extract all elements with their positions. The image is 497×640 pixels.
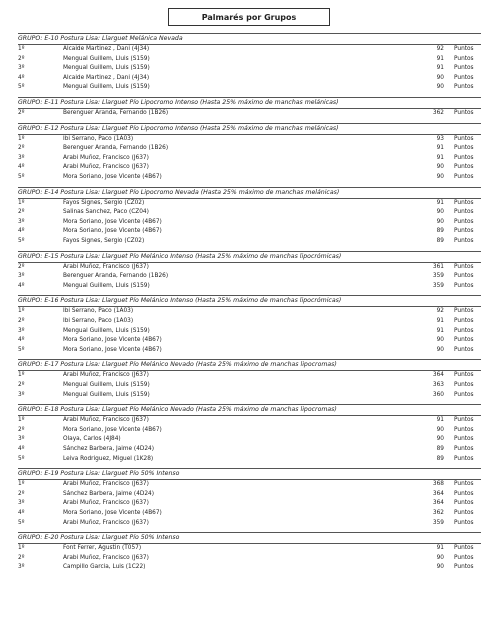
result-row bbox=[18, 75, 481, 84]
points-label-cell: Puntos bbox=[454, 228, 474, 235]
competitor-name-cell: Berenguer Aranda, Fernando (1B26) bbox=[63, 145, 169, 152]
result-row bbox=[18, 417, 481, 426]
group-header: GRUPO: E-20 Postura Lisa: Llarguet Pío 50% Intenso bbox=[18, 534, 180, 542]
points-label-cell: Puntos bbox=[454, 490, 474, 497]
competitor-name-cell: Mora Soriano, Jose Vicente (4B67) bbox=[63, 218, 162, 225]
competitor-name-cell: Berenguer Aranda, Fernando (1B26) bbox=[63, 273, 169, 280]
points-label-cell: Puntos bbox=[454, 391, 474, 398]
points-value-cell: 89 bbox=[436, 446, 444, 452]
competitor-name-cell: Mora Soriano, Jose Vicente (4B67) bbox=[63, 346, 162, 353]
points-value-cell: 90 bbox=[436, 337, 444, 344]
points-value-cell: 92 bbox=[436, 46, 444, 52]
points-value-cell: 90 bbox=[436, 209, 444, 216]
result-row bbox=[18, 145, 481, 154]
points-value-cell: 90 bbox=[436, 218, 444, 225]
position-cell: 2º bbox=[18, 490, 25, 497]
competitor-name-cell: Ibi Serrano, Paco (1A03) bbox=[63, 308, 134, 315]
points-value-cell: 91 bbox=[436, 55, 444, 62]
result-row bbox=[18, 219, 481, 228]
position-cell: 3º bbox=[18, 391, 25, 398]
points-label-cell: Puntos bbox=[454, 145, 474, 152]
group-divider bbox=[18, 123, 481, 124]
points-label-cell: Puntos bbox=[454, 382, 474, 388]
result-row bbox=[18, 564, 481, 573]
position-cell: 4º bbox=[18, 337, 25, 344]
points-label-cell: Puntos bbox=[454, 545, 474, 552]
position-cell: 1º bbox=[18, 199, 25, 206]
group-divider bbox=[18, 187, 481, 188]
group-divider bbox=[18, 251, 481, 252]
position-cell: 3º bbox=[18, 273, 25, 280]
position-cell: 3º bbox=[18, 436, 25, 443]
points-value-cell: 91 bbox=[436, 199, 444, 206]
result-row bbox=[18, 264, 481, 273]
group-header-underline bbox=[18, 198, 481, 199]
points-label-cell: Puntos bbox=[454, 218, 474, 225]
position-cell: 3º bbox=[18, 154, 25, 161]
page-title: Palmarés por Grupos bbox=[168, 8, 330, 26]
points-value-cell: 91 bbox=[436, 327, 444, 334]
points-label-cell: Puntos bbox=[454, 564, 474, 571]
competitor-name-cell: Arabi Muñoz, Francisco (J637) bbox=[63, 154, 149, 161]
points-label-cell: Puntos bbox=[454, 154, 474, 161]
competitor-name-cell: Mora Soriano, Jose Vicente (4B67) bbox=[63, 426, 162, 433]
group-header-underline bbox=[18, 306, 481, 307]
competitor-name-cell: Mengual Guillem, Lluis (S159) bbox=[63, 84, 150, 91]
result-row bbox=[18, 510, 481, 519]
result-row bbox=[18, 446, 481, 455]
position-cell: 5º bbox=[18, 455, 25, 462]
group-divider bbox=[18, 97, 481, 98]
group-header-underline bbox=[18, 370, 481, 371]
points-value-cell: 364 bbox=[432, 372, 444, 379]
competitor-name-cell: Mora Soriano, Jose Vicente (4B67) bbox=[63, 228, 162, 235]
position-cell: 1º bbox=[18, 46, 25, 52]
result-row bbox=[18, 209, 481, 218]
points-label-cell: Puntos bbox=[454, 164, 474, 171]
points-label-cell: Puntos bbox=[454, 65, 474, 72]
group-header-underline bbox=[18, 44, 481, 45]
points-label-cell: Puntos bbox=[454, 481, 474, 488]
competitor-name-cell: Mengual Guillem, Lluis (S159) bbox=[63, 65, 150, 72]
competitor-name-cell: Mengual Guillem, Lluis (S159) bbox=[63, 327, 150, 334]
result-row bbox=[18, 228, 481, 237]
result-row bbox=[18, 110, 481, 119]
position-cell: 4º bbox=[18, 510, 25, 516]
points-value-cell: 90 bbox=[436, 436, 444, 443]
result-row bbox=[18, 84, 481, 93]
points-value-cell: 364 bbox=[432, 500, 444, 507]
group-header: GRUPO: E-15 Postura Lisa: Llarguet Pío Melánico Intenso (Hasta 25% máximo de manchas lipocrómicas) bbox=[18, 252, 342, 260]
points-label-cell: Puntos bbox=[454, 238, 474, 244]
position-cell: 4º bbox=[18, 282, 25, 289]
points-label-cell: Puntos bbox=[454, 510, 474, 516]
competitor-name-cell: Arabi Muñoz, Francisco (J637) bbox=[63, 164, 149, 171]
position-cell: 2º bbox=[18, 110, 25, 116]
result-row bbox=[18, 337, 481, 346]
competitor-name-cell: Olaya, Carlos (4J84) bbox=[63, 436, 121, 443]
competitor-name-cell: Mengual Guillem, Lluis (S159) bbox=[63, 282, 150, 289]
group-header-underline bbox=[18, 415, 481, 416]
result-row bbox=[18, 456, 481, 465]
points-value-cell: 90 bbox=[436, 564, 444, 571]
result-row bbox=[18, 382, 481, 391]
points-value-cell: 89 bbox=[436, 238, 444, 244]
points-value-cell: 93 bbox=[436, 135, 444, 142]
group-header: GRUPO: E-12 Postura Lisa: Llarguet Pío Lipocromo Intenso (Hasta 25% máximo de manchas melánicas) bbox=[18, 124, 339, 132]
position-cell: 3º bbox=[18, 500, 25, 507]
points-label-cell: Puntos bbox=[454, 436, 474, 443]
result-row bbox=[18, 56, 481, 65]
position-cell: 2º bbox=[18, 426, 25, 433]
points-label-cell: Puntos bbox=[454, 273, 474, 280]
points-label-cell: Puntos bbox=[454, 500, 474, 507]
position-cell: 1º bbox=[18, 308, 25, 315]
points-label-cell: Puntos bbox=[454, 84, 474, 91]
position-cell: 5º bbox=[18, 346, 25, 353]
position-cell: 3º bbox=[18, 218, 25, 225]
points-label-cell: Puntos bbox=[454, 318, 474, 324]
group-header: GRUPO: E-17 Postura Lisa: Llarguet Pío Melánico Nevado (Hasta 25% máximo de manchas lipocromas) bbox=[18, 361, 337, 369]
result-row bbox=[18, 164, 481, 173]
result-row bbox=[18, 392, 481, 401]
result-row bbox=[18, 347, 481, 356]
position-cell: 1º bbox=[18, 372, 25, 379]
points-label-cell: Puntos bbox=[454, 74, 474, 81]
result-row bbox=[18, 46, 481, 55]
competitor-name-cell: Alcaide Martinez , Dani (4J34) bbox=[63, 46, 150, 52]
result-row bbox=[18, 238, 481, 247]
result-row bbox=[18, 328, 481, 337]
result-row bbox=[18, 136, 481, 145]
competitor-name-cell: Arabi Muñoz, Francisco (J637) bbox=[63, 500, 149, 507]
points-value-cell: 89 bbox=[436, 228, 444, 235]
points-label-cell: Puntos bbox=[454, 327, 474, 334]
competitor-name-cell: Font Ferrer, Agustin (T057) bbox=[63, 545, 142, 552]
points-value-cell: 91 bbox=[436, 545, 444, 552]
competitor-name-cell: Alcaide Martinez , Dani (4J34) bbox=[63, 74, 150, 81]
points-value-cell: 92 bbox=[436, 308, 444, 315]
points-value-cell: 90 bbox=[436, 346, 444, 353]
result-row bbox=[18, 273, 481, 282]
points-value-cell: 362 bbox=[432, 510, 444, 516]
points-value-cell: 368 bbox=[432, 481, 444, 488]
points-value-cell: 360 bbox=[432, 391, 444, 398]
points-value-cell: 359 bbox=[432, 519, 444, 526]
position-cell: 4º bbox=[18, 164, 25, 171]
points-label-cell: Puntos bbox=[454, 455, 474, 462]
result-row bbox=[18, 481, 481, 490]
position-cell: 3º bbox=[18, 564, 25, 571]
position-cell: 1º bbox=[18, 481, 25, 488]
points-value-cell: 90 bbox=[436, 554, 444, 561]
competitor-name-cell: Mora Soriano, Jose Vicente (4B67) bbox=[63, 337, 162, 344]
position-cell: 1º bbox=[18, 417, 25, 424]
points-label-cell: Puntos bbox=[454, 263, 474, 270]
competitor-name-cell: Sánchez Barbera, Jaime (4D24) bbox=[63, 490, 154, 497]
competitor-name-cell: Arabi Muñoz, Francisco (J637) bbox=[63, 481, 149, 488]
group-header: GRUPO: E-16 Postura Lisa: Llarguet Pío Melánico Intenso (Hasta 25% máximo de manchas lipocrómicas) bbox=[18, 297, 342, 305]
points-label-cell: Puntos bbox=[454, 110, 474, 116]
points-value-cell: 359 bbox=[432, 282, 444, 289]
position-cell: 2º bbox=[18, 382, 25, 388]
competitor-name-cell: Arabi Muñoz, Francisco (J637) bbox=[63, 519, 149, 526]
group-header-underline bbox=[18, 108, 481, 109]
position-cell: 1º bbox=[18, 135, 25, 142]
points-value-cell: 91 bbox=[436, 65, 444, 72]
position-cell: 4º bbox=[18, 446, 25, 452]
points-value-cell: 91 bbox=[436, 417, 444, 424]
points-label-cell: Puntos bbox=[454, 282, 474, 289]
result-row bbox=[18, 436, 481, 445]
competitor-name-cell: Salinas Sanchez, Paco (CZ04) bbox=[63, 209, 149, 216]
competitor-name-cell: Fayos Signes, Sergio (CZ02) bbox=[63, 238, 145, 244]
position-cell: 4º bbox=[18, 228, 25, 235]
result-row bbox=[18, 372, 481, 381]
result-row bbox=[18, 318, 481, 327]
position-cell: 2º bbox=[18, 55, 25, 62]
group-header-underline bbox=[18, 262, 481, 263]
position-cell: 5º bbox=[18, 519, 25, 526]
points-label-cell: Puntos bbox=[454, 426, 474, 433]
points-label-cell: Puntos bbox=[454, 372, 474, 379]
points-value-cell: 90 bbox=[436, 426, 444, 433]
result-row bbox=[18, 520, 481, 529]
competitor-name-cell: Arabi Muñoz, Francisco (J637) bbox=[63, 372, 149, 379]
points-label-cell: Puntos bbox=[454, 209, 474, 216]
points-label-cell: Puntos bbox=[454, 308, 474, 315]
group-header-underline bbox=[18, 134, 481, 135]
points-value-cell: 90 bbox=[436, 74, 444, 81]
competitor-name-cell: Ibi Serrano, Paco (1A03) bbox=[63, 135, 134, 142]
points-label-cell: Puntos bbox=[454, 554, 474, 561]
competitor-name-cell: Mengual Guillem, Lluis (S159) bbox=[63, 391, 150, 398]
points-label-cell: Puntos bbox=[454, 519, 474, 526]
competitor-name-cell: Campillo Garcia, Luis (1C22) bbox=[63, 564, 146, 571]
points-label-cell: Puntos bbox=[454, 135, 474, 142]
result-row bbox=[18, 555, 481, 564]
competitor-name-cell: Leiva Rodriguez, Miguel (1K28) bbox=[63, 455, 154, 462]
result-row bbox=[18, 308, 481, 317]
competitor-name-cell: Ibi Serrano, Paco (1A03) bbox=[63, 318, 134, 324]
points-label-cell: Puntos bbox=[454, 337, 474, 344]
result-row bbox=[18, 500, 481, 509]
position-cell: 5º bbox=[18, 84, 25, 91]
points-value-cell: 91 bbox=[436, 145, 444, 152]
group-divider bbox=[18, 33, 481, 34]
position-cell: 2º bbox=[18, 318, 25, 324]
position-cell: 5º bbox=[18, 238, 25, 244]
points-label-cell: Puntos bbox=[454, 346, 474, 353]
result-row bbox=[18, 283, 481, 292]
position-cell: 3º bbox=[18, 327, 25, 334]
result-row bbox=[18, 155, 481, 164]
position-cell: 5º bbox=[18, 174, 25, 180]
group-header: GRUPO: E-14 Postura Lisa: Llarguet Pío Lipocromo Nevada (Hasta 25% máximo de manchas melánicas) bbox=[18, 188, 340, 196]
points-label-cell: Puntos bbox=[454, 46, 474, 52]
points-value-cell: 90 bbox=[436, 174, 444, 180]
competitor-name-cell: Mora Soriano, Jose Vicente (4B67) bbox=[63, 174, 162, 180]
competitor-name-cell: Arabi Muñoz, Francisco (J637) bbox=[63, 263, 149, 270]
competitor-name-cell: Arabi Muñoz, Francisco (J637) bbox=[63, 417, 149, 424]
result-row bbox=[18, 427, 481, 436]
points-label-cell: Puntos bbox=[454, 417, 474, 424]
result-row bbox=[18, 545, 481, 554]
position-cell: 2º bbox=[18, 145, 25, 152]
group-header: GRUPO: E-19 Postura Lisa: Llarguet Pío 50% Intenso bbox=[18, 470, 180, 478]
group-header-underline bbox=[18, 479, 481, 480]
competitor-name-cell: Arabi Muñoz, Francisco (J637) bbox=[63, 554, 149, 561]
points-value-cell: 91 bbox=[436, 154, 444, 161]
result-row bbox=[18, 65, 481, 74]
competitor-name-cell: Berenguer Aranda, Fernando (1B26) bbox=[63, 110, 169, 116]
group-header: GRUPO: E-10 Postura Lisa: Llarguet Melánica Nevada bbox=[18, 35, 183, 42]
position-cell: 3º bbox=[18, 65, 25, 72]
points-label-cell: Puntos bbox=[454, 199, 474, 206]
position-cell: 1º bbox=[18, 545, 25, 552]
competitor-name-cell: Sánchez Barbera, Jaime (4D24) bbox=[63, 446, 154, 452]
group-header: GRUPO: E-18 Postura Lisa: Llarguet Pío Melánico Nevado (Hasta 25% máximo de manchas lipocromas) bbox=[18, 406, 337, 414]
points-value-cell: 362 bbox=[432, 110, 444, 116]
competitor-name-cell: Fayos Signes, Sergio (CZ02) bbox=[63, 199, 145, 206]
result-row bbox=[18, 491, 481, 500]
points-value-cell: 363 bbox=[432, 382, 444, 388]
result-row bbox=[18, 200, 481, 209]
competitor-name-cell: Mora Soriano, Jose Vicente (4B67) bbox=[63, 510, 162, 516]
points-label-cell: Puntos bbox=[454, 174, 474, 180]
points-label-cell: Puntos bbox=[454, 55, 474, 62]
points-value-cell: 364 bbox=[432, 490, 444, 497]
competitor-name-cell: Mengual Guillem, Lluis (S159) bbox=[63, 382, 150, 388]
competitor-name-cell: Mengual Guillem, Lluis (S159) bbox=[63, 55, 150, 62]
position-cell: 2º bbox=[18, 209, 25, 216]
position-cell: 4º bbox=[18, 74, 25, 81]
points-value-cell: 89 bbox=[436, 455, 444, 462]
group-header-underline bbox=[18, 543, 481, 544]
result-row bbox=[18, 174, 481, 183]
points-value-cell: 91 bbox=[436, 318, 444, 324]
position-cell: 2º bbox=[18, 263, 25, 270]
group-header: GRUPO: E-11 Postura Lisa: Llarguet Pío Lipocromo Intenso (Hasta 25% máximo de manchas melánicas) bbox=[18, 99, 339, 106]
position-cell: 2º bbox=[18, 554, 25, 561]
points-label-cell: Puntos bbox=[454, 446, 474, 452]
points-value-cell: 359 bbox=[432, 273, 444, 280]
points-value-cell: 90 bbox=[436, 84, 444, 91]
points-value-cell: 90 bbox=[436, 164, 444, 171]
points-value-cell: 361 bbox=[432, 263, 444, 270]
